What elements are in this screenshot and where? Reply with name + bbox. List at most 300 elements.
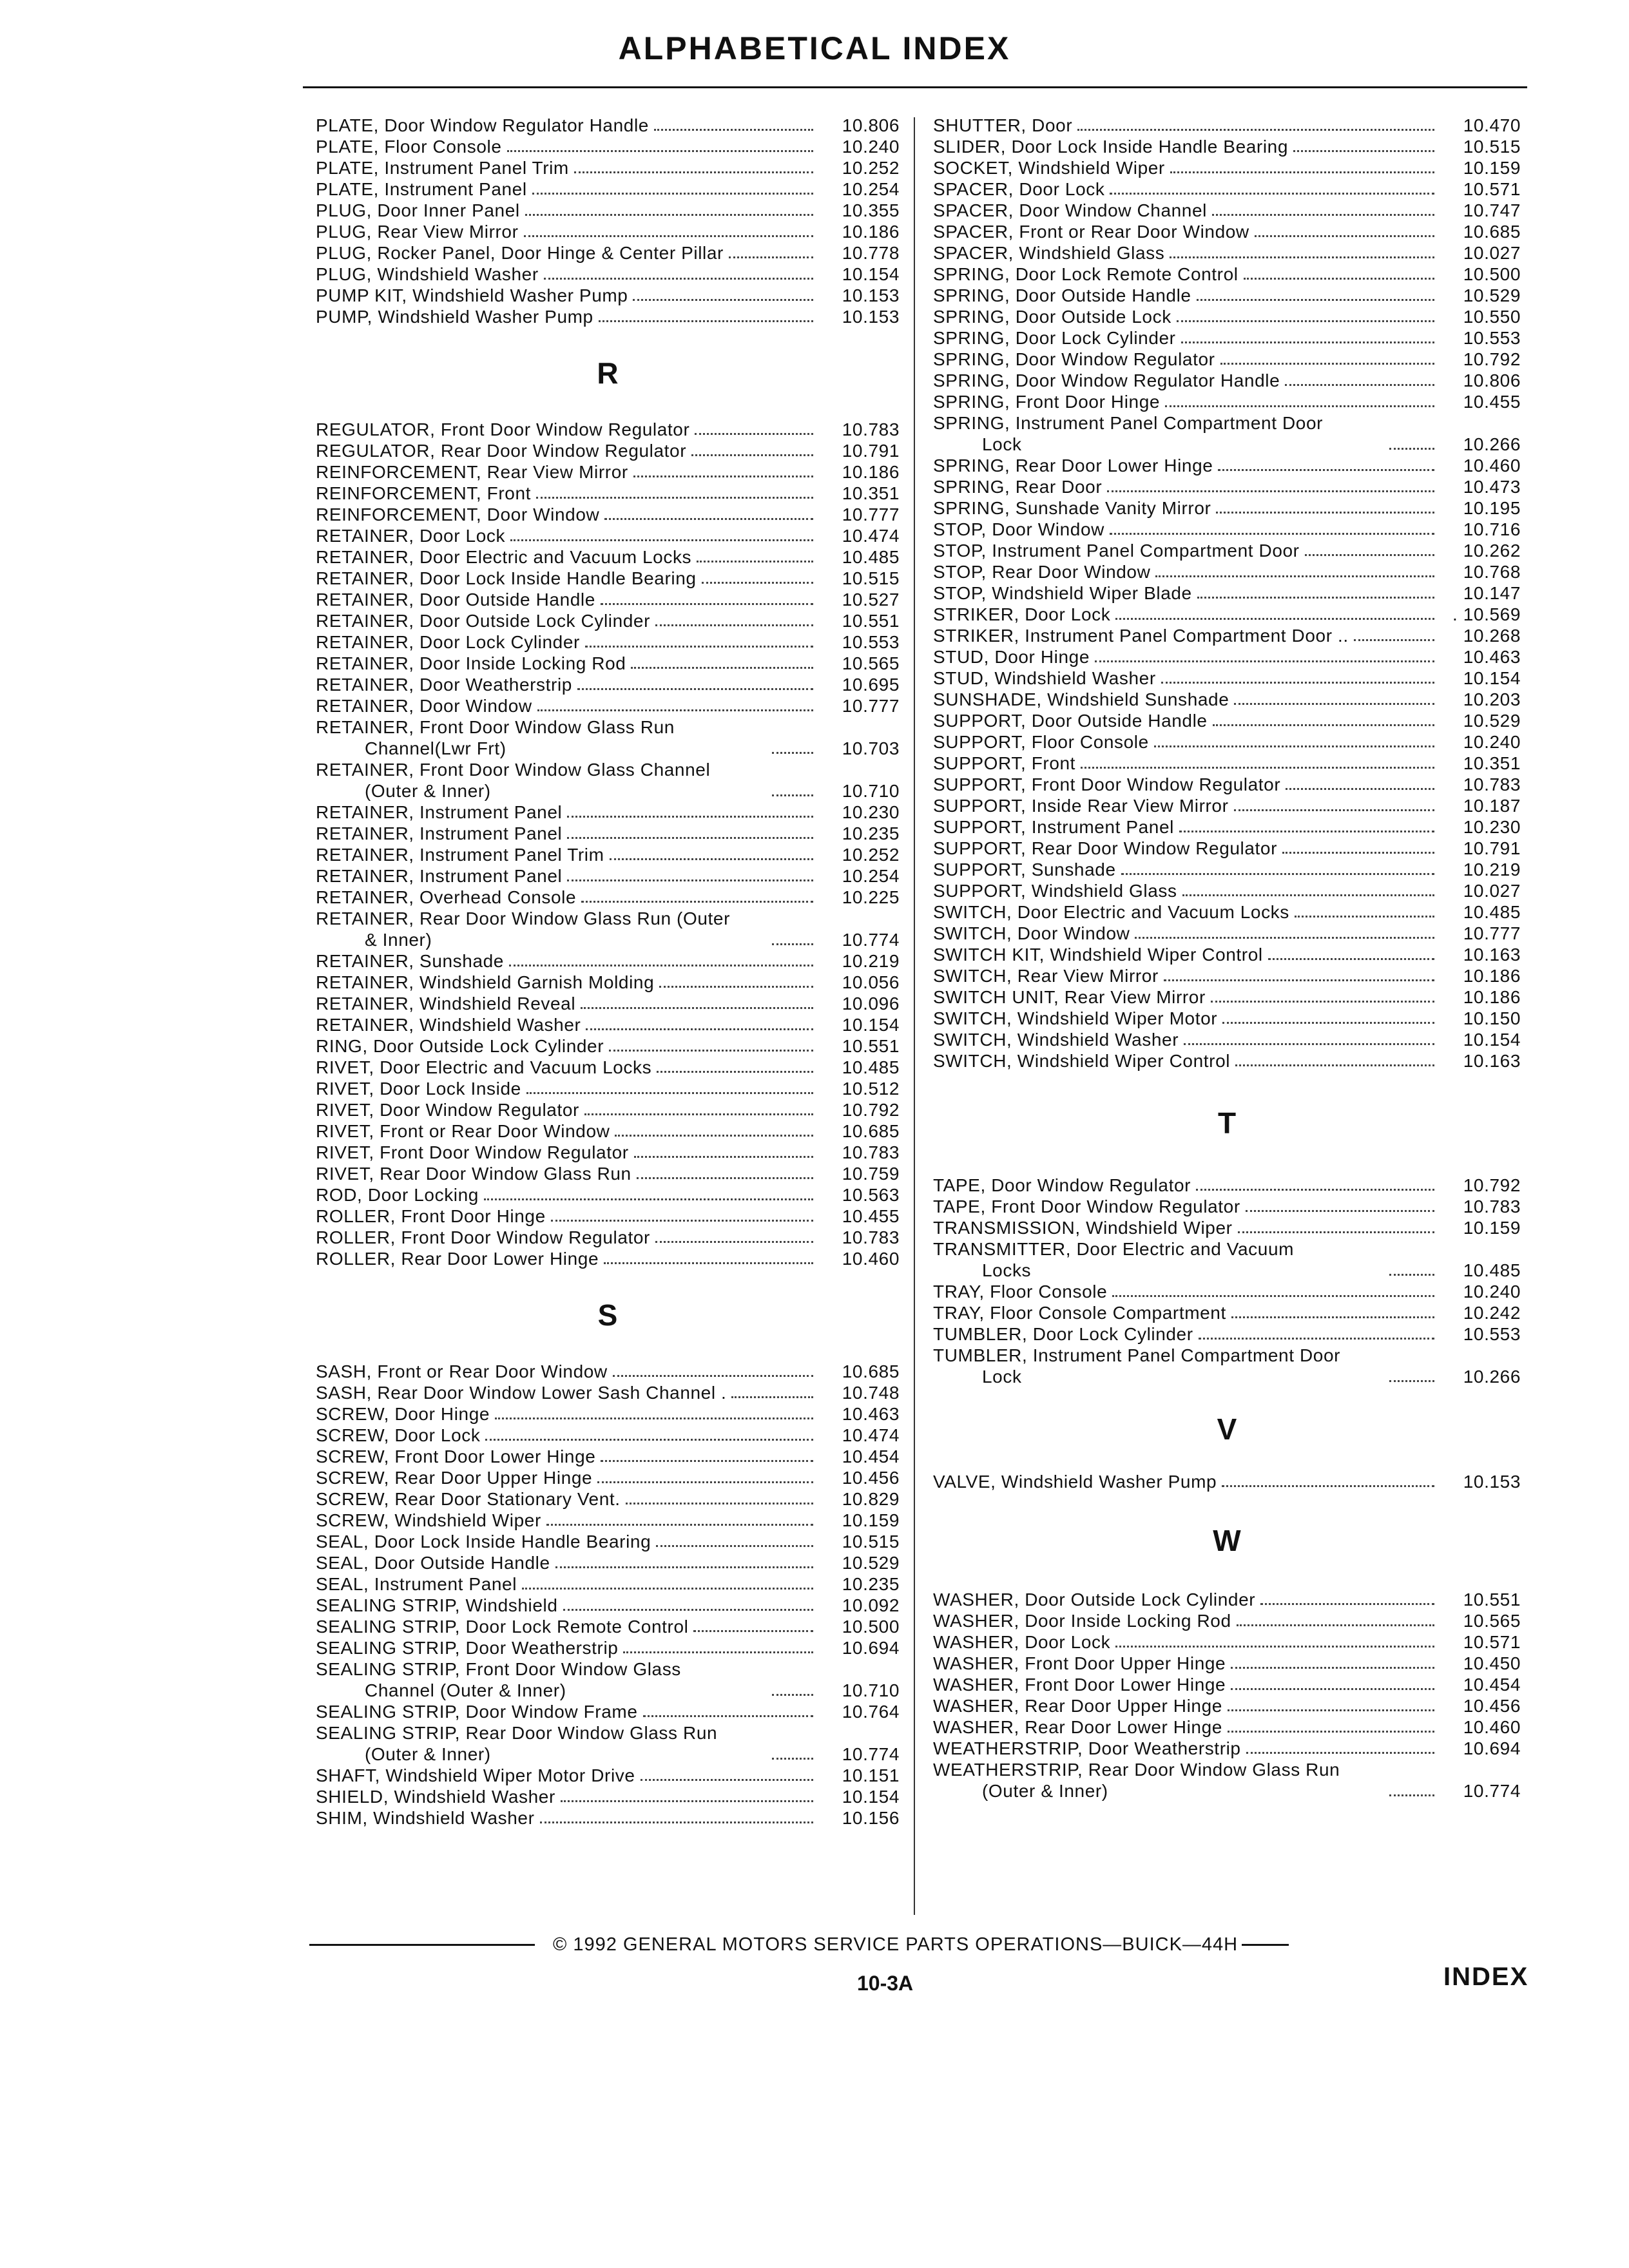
entry-name [316,1057,651,1078]
entry-name [316,823,562,844]
page-reference: 10.529 [1463,285,1521,305]
entry-name-main: SPACER, Door Lock [933,179,1105,199]
index-entry [933,1302,1521,1323]
page-title: ALPHABETICAL INDEX [618,30,1011,66]
entry-name-main: SCREW, Front Door Lower Hinge [316,1446,596,1466]
page-reference: 10.685 [1463,222,1521,242]
entry-name-main: RETAINER, Rear Door Window Glass Run (Outer [316,908,731,928]
column-divider [914,117,915,1915]
entry-name [933,1653,1226,1674]
index-entry [933,1029,1521,1050]
footer-rule-left [309,1944,535,1946]
dot-leader [729,256,813,258]
entry-name [316,306,593,327]
page-reference: 10.485 [1463,902,1521,922]
entry-name-main: SUPPORT, Inside Rear View Mirror [933,796,1229,816]
page-reference: 10.500 [842,1617,900,1637]
dot-leader [563,1609,813,1611]
entry-name [933,1589,1255,1610]
entry-name-main: RETAINER, Door Window [316,696,532,716]
entry-name-main: TAPE, Front Door Window Regulator [933,1196,1240,1216]
index-entry [316,695,900,716]
page-reference: 10.450 [1463,1653,1521,1673]
entry-name-main: SUPPORT, Front Door Window Regulator [933,774,1281,794]
page-reference: 10.515 [842,1532,900,1552]
index-entry [316,716,900,759]
dot-leader [581,1007,813,1009]
entry-name [316,716,767,759]
page-reference: 10.783 [1463,1196,1521,1216]
entry-name [933,1302,1226,1323]
page-reference: 10.056 [842,972,900,992]
entry-name [316,1206,546,1227]
section-heading-w: W [1213,1524,1241,1557]
index-entry [316,887,900,908]
page-reference: 10.195 [1463,498,1521,518]
entry-name-main: TAPE, Door Window Regulator [933,1175,1191,1195]
index-entry [316,802,900,823]
dot-leader [585,646,813,648]
page-reference: 10.252 [842,158,900,178]
entry-name [933,1008,1217,1029]
entry-name-main: TRANSMISSION, Windshield Wiper [933,1218,1233,1238]
index-entry [316,525,900,546]
index-entry [933,306,1521,327]
page-reference: 10.571 [1463,1632,1521,1652]
dot-leader [1389,1380,1434,1382]
entry-name [933,1029,1179,1050]
page-reference: 10.783 [1463,774,1521,794]
dot-leader [1389,1274,1434,1276]
index-entry [316,285,900,306]
index-entry [933,1238,1521,1281]
page-reference: 10.553 [1463,1324,1521,1344]
entry-name-main: SWITCH, Windshield Wiper Motor [933,1008,1218,1028]
index-entry [316,1722,900,1765]
entry-name-main: RETAINER, Door Outside Handle [316,590,595,610]
entry-name-main: SOCKET, Windshield Wiper [933,158,1165,178]
entry-name-main: SEALING STRIP, Windshield [316,1595,558,1615]
page-reference: 10.463 [1463,647,1521,667]
dot-leader [1228,1731,1434,1733]
entry-name-main: SWITCH, Rear View Mirror [933,966,1159,986]
entry-name-main: ROLLER, Rear Door Lower Hinge [316,1249,599,1269]
entry-name [316,1248,599,1269]
dot-leader [1220,363,1434,365]
index-entry [316,823,900,844]
page-reference: 10.219 [1463,860,1521,879]
dot-leader [1228,1709,1434,1711]
entry-name-main: WEATHERSTRIP, Door Weatherstrip [933,1738,1241,1758]
entry-name [933,816,1174,838]
page-reference: 10.254 [842,179,900,199]
index-entry [933,519,1521,540]
entry-name [316,1658,767,1701]
dot-leader [772,1758,813,1760]
dot-leader [655,1241,813,1243]
entry-name [316,887,576,908]
index-entry [933,285,1521,306]
page-reference: 10.252 [842,845,900,865]
entry-name-main: PLUG, Windshield Washer [316,264,539,284]
entry-name-main: PLUG, Rocker Panel, Door Hinge & Center Pillar [316,243,724,263]
index-entry [933,1653,1521,1674]
entry-name-main: REINFORCEMENT, Front [316,483,532,503]
index-entry [933,1323,1521,1345]
page-reference: 10.262 [1463,541,1521,561]
entry-name-main: PLATE, Instrument Panel Trim [316,158,569,178]
entry-name-main: RETAINER, Front Door Window Glass Channel [316,760,711,780]
page-reference: 10.565 [1463,1611,1521,1631]
entry-name [316,674,572,695]
entry-name [316,1488,621,1510]
entry-name-main: SUPPORT, Floor Console [933,732,1149,752]
dot-leader [1231,1667,1434,1669]
dot-leader [1231,1316,1434,1318]
index-entry [933,795,1521,816]
entry-name-main: PLUG, Rear View Mirror [316,222,519,242]
entry-name [316,865,562,887]
entry-name-main: SHUTTER, Door [933,115,1073,135]
dot-leader [1238,1231,1434,1233]
entry-list [316,1361,900,1829]
index-entry [933,497,1521,519]
page-reference: 10.159 [842,1510,900,1530]
index-entry [933,689,1521,710]
index-entry [933,710,1521,731]
entry-name-main: RETAINER, Front Door Window Glass Run [316,717,675,737]
section-heading-t: T [1217,1106,1237,1140]
entry-name-main: RETAINER, Sunshade [316,951,504,971]
entry-name-main: SWITCH, Windshield Wiper Control [933,1051,1231,1071]
entry-name [316,1425,480,1446]
entry-name [316,264,539,285]
entry-name [933,327,1176,349]
entry-name-main: SPRING, Instrument Panel Compartment Door [933,413,1324,433]
dot-leader [526,1092,813,1094]
page-reference: 10.474 [842,526,900,546]
index-entry [316,865,900,887]
dot-leader [1234,809,1434,811]
index-entry [316,157,900,178]
entry-name-main: PLATE, Door Window Regulator Handle [316,115,649,135]
entry-name [316,589,595,610]
entry-name [316,221,519,242]
entry-name [933,285,1191,306]
entry-name-main: REINFORCEMENT, Rear View Mirror [316,462,628,482]
entry-name-main: SPRING, Rear Door Lower Hinge [933,456,1213,476]
index-entry [316,631,900,653]
entry-name [933,519,1104,540]
index-entry [316,1616,900,1637]
index-entry [316,419,900,440]
entry-name [933,1217,1233,1238]
page-reference: 10.186 [842,222,900,242]
entry-list [316,419,900,1269]
dot-leader [1095,660,1434,662]
entry-name-main: SWITCH KIT, Windshield Wiper Control [933,945,1263,965]
page-reference: 10.527 [842,590,900,610]
dot-leader [540,1821,813,1823]
entry-name [316,950,504,972]
dot-leader [1246,1752,1434,1754]
section-label: INDEX [1443,1963,1529,1991]
entry-name-main: SASH, Front or Rear Door Window [316,1361,608,1381]
dot-leader [1222,1022,1434,1024]
entry-name-main: RIVET, Door Window Regulator [316,1100,579,1120]
dot-leader [1285,384,1434,386]
index-entry [933,880,1521,901]
index-entry [933,1610,1521,1631]
entry-name [933,455,1213,476]
entry-name [316,1014,581,1035]
entry-name-continuation: Lock [982,1367,1022,1387]
entry-name-main: STOP, Windshield Wiper Blade [933,583,1192,603]
page-reference: 10.153 [842,285,900,305]
entry-name-main: SHIELD, Windshield Washer [316,1787,555,1807]
dot-leader [561,1800,813,1802]
index-entry [316,1531,900,1552]
index-entry [933,1589,1521,1610]
index-entry [933,242,1521,264]
entry-name [316,1510,541,1531]
dot-leader [772,794,813,796]
entry-name [933,582,1192,604]
page-reference: 10.791 [1463,838,1521,858]
entry-name [933,1238,1384,1281]
dot-leader [1112,1295,1434,1297]
index-entry [316,908,900,950]
entry-name-main: SEALING STRIP, Door Lock Remote Control [316,1617,689,1637]
index-entry [933,1196,1521,1217]
entry-name-main: SPRING, Rear Door [933,477,1103,497]
dot-leader [1135,937,1434,939]
dot-leader [1197,299,1434,301]
entry-name-continuation: & Inner) [365,930,432,950]
index-entry [316,221,900,242]
index-entry [316,759,900,802]
index-entry [316,546,900,568]
entry-name-main: RETAINER, Door Inside Locking Rod [316,653,626,673]
index-entry [933,349,1521,370]
page-reference: 10.777 [842,505,900,524]
entry-name-main: REINFORCEMENT, Door Window [316,505,600,524]
entry-name-main: REGULATOR, Rear Door Window Regulator [316,441,687,461]
section-heading-r: R [597,356,619,390]
dot-leader [659,986,813,988]
page-reference: 10.151 [842,1765,900,1785]
index-entry [933,1738,1521,1759]
entry-name [316,1078,521,1099]
page-reference: 10.153 [842,307,900,327]
page-reference: 10.529 [1463,711,1521,731]
page-reference: 10.454 [842,1446,900,1466]
index-entry [316,136,900,157]
index-entry [316,1403,900,1425]
entry-name [316,802,562,823]
section-heading-v: V [1217,1412,1237,1446]
index-entry [316,1057,900,1078]
entry-name [933,370,1280,391]
entry-name-main: WASHER, Door Inside Locking Rod [933,1611,1231,1631]
dot-leader [657,1071,813,1073]
index-entry [933,604,1521,625]
page-reference: 10.500 [1463,264,1521,284]
index-entry [933,774,1521,795]
dot-leader [1389,1794,1434,1796]
entry-name [316,419,689,440]
index-entry [933,1008,1521,1029]
entry-name-main: RETAINER, Door Lock Cylinder [316,632,580,652]
dot-leader [1165,405,1434,407]
entry-name-main: RETAINER, Door Weatherstrip [316,675,572,695]
entry-name-main: WASHER, Rear Door Upper Hinge [933,1696,1222,1716]
dot-leader [691,454,813,456]
dot-leader [544,278,813,280]
entry-name-main: SWITCH UNIT, Rear View Mirror [933,987,1206,1007]
dot-leader [1211,1001,1434,1003]
page-reference: 10.792 [842,1100,900,1120]
title-rule [303,86,1527,88]
entry-name-main: RETAINER, Windshield Washer [316,1015,581,1035]
dot-leader [1231,1688,1434,1690]
index-entry [316,1552,900,1573]
entry-name [316,1467,592,1488]
dot-leader [643,1715,814,1717]
page-reference: 10.710 [842,781,900,801]
page-reference: 10.154 [842,1787,900,1807]
entry-name [933,1674,1226,1695]
dot-leader [654,129,813,131]
entry-name-main: RETAINER, Windshield Garnish Molding [316,972,655,992]
page-reference: 10.485 [842,547,900,567]
page-reference: 10.565 [842,653,900,673]
entry-name [933,1631,1110,1653]
page-reference: 10.225 [842,887,900,907]
dot-leader [1181,341,1434,343]
entry-name-main: RETAINER, Door Outside Lock Cylinder [316,611,651,631]
entry-name-main: SEAL, Door Outside Handle [316,1553,550,1573]
index-entry [316,993,900,1014]
page-reference: 10.456 [1463,1696,1521,1716]
entry-name-continuation: Channel(Lwr Frt) [365,738,506,758]
entry-name [316,695,532,716]
page-reference: 10.266 [1463,434,1521,454]
index-entry [933,200,1521,221]
entry-name [316,157,569,178]
index-entry [933,731,1521,753]
entry-name-main: WEATHERSTRIP, Rear Door Window Glass Run [933,1760,1340,1780]
page-reference: 10.685 [842,1361,900,1381]
entry-name-main: WASHER, Rear Door Lower Hinge [933,1717,1222,1737]
dot-leader [631,667,813,669]
dot-leader [581,901,813,903]
page-reference: 10.571 [1463,179,1521,199]
dot-leader [1246,1210,1434,1212]
entry-name [933,710,1208,731]
page-reference: 10.455 [1463,392,1521,412]
entry-name [933,178,1104,200]
entry-name-main: SUPPORT, Rear Door Window Regulator [933,838,1278,858]
entry-name [316,759,767,802]
page-reference: 10.748 [842,1383,900,1403]
entry-name [933,625,1349,646]
entry-name-main: STRIKER, Instrument Panel Compartment Door .. [933,626,1349,646]
page-reference: 10.703 [842,738,900,758]
entry-name-main: TRAY, Floor Console [933,1282,1108,1302]
index-entry [933,391,1521,412]
entry-name [316,1616,688,1637]
dot-leader [522,1588,813,1590]
page-reference: 10.455 [842,1206,900,1226]
index-entry [316,653,900,674]
index-entry [933,1281,1521,1302]
index-entry [316,264,900,285]
index-entry [933,264,1521,285]
page-reference: 10.219 [842,951,900,971]
dot-leader [567,879,813,881]
dot-leader [615,1135,813,1137]
page-reference: 10.485 [842,1057,900,1077]
index-entry [316,1595,900,1616]
page-reference: 10.460 [1463,456,1521,476]
entry-name [316,1552,550,1573]
index-entry [933,859,1521,880]
entry-name [316,1120,610,1142]
page-reference: 10.470 [1463,115,1521,135]
entry-name [933,1050,1230,1072]
page-reference: 10.147 [1463,583,1521,603]
entry-name [933,391,1160,412]
dot-leader [1218,469,1434,471]
page-reference: 10.806 [1463,370,1521,390]
index-entry [316,1446,900,1467]
entry-list [933,1175,1521,1387]
entry-name [933,731,1149,753]
dot-leader [525,214,813,216]
entry-name [933,1695,1222,1716]
index-entry [933,1759,1521,1802]
entry-name [316,1035,604,1057]
entry-name-main: REGULATOR, Front Door Window Regulator [316,419,690,439]
page-reference: 10.550 [1463,307,1521,327]
entry-name-main: SUNSHADE, Windshield Sunshade [933,689,1229,709]
entry-name-main: SCREW, Door Lock [316,1425,481,1445]
entry-name [933,306,1171,327]
dot-leader [1199,1338,1434,1340]
index-entry [933,455,1521,476]
page-reference: 10.351 [842,483,900,503]
dot-leader [604,518,813,520]
dot-leader [697,561,813,562]
page-reference: 10.778 [842,243,900,263]
page-reference: 10.764 [842,1702,900,1722]
dot-leader [1222,1485,1434,1487]
page-reference: 10.156 [842,1808,900,1828]
index-entry [316,483,900,504]
dot-leader [1179,831,1434,832]
page-reference: 10.240 [1463,732,1521,752]
dot-leader [1260,1603,1434,1605]
entry-name-main: RETAINER, Door Lock [316,526,506,546]
dot-leader [1170,171,1434,173]
entry-name-main: STOP, Door Window [933,519,1104,539]
index-entry [933,1175,1521,1196]
entry-name-main: SUPPORT, Door Outside Handle [933,711,1208,731]
dot-leader [1282,852,1434,854]
entry-name [933,540,1300,561]
page-reference: 10.254 [842,866,900,886]
